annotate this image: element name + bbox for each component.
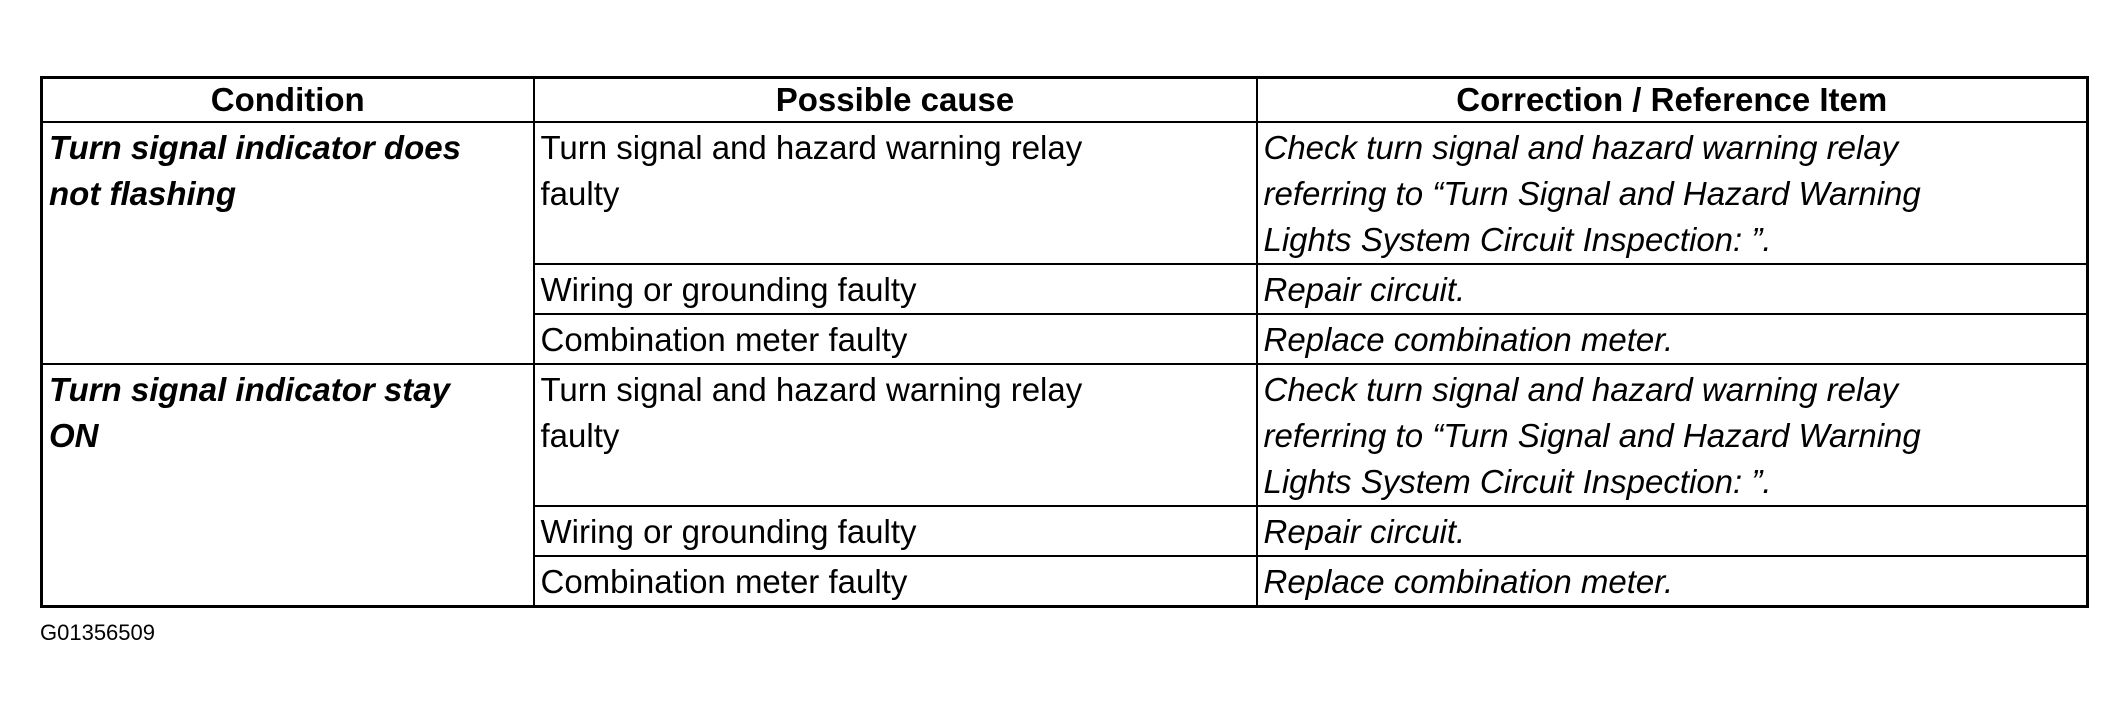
header-possible-cause: Possible cause <box>534 78 1257 123</box>
cause-cell: Turn signal and hazard warning relay faulty <box>534 122 1257 264</box>
correction-cell: Repair circuit. <box>1257 264 2088 314</box>
cause-cell: Wiring or grounding faulty <box>534 264 1257 314</box>
figure-id: G01356509 <box>40 620 155 645</box>
table-row <box>42 122 2088 264</box>
condition-cell: Turn signal indicator does not flashing <box>42 122 534 364</box>
diagnosis-table <box>40 76 2089 608</box>
cause-cell: Turn signal and hazard warning relay faulty <box>534 364 1257 506</box>
header-condition: Condition <box>42 78 534 123</box>
correction-cell: Replace combination meter. <box>1257 556 2088 607</box>
cause-cell: Combination meter faulty <box>534 314 1257 364</box>
correction-cell: Check turn signal and hazard warning relay referring to “Turn Signal and Hazard Warning Lights System Circuit Inspection: ”. <box>1257 364 2088 506</box>
correction-cell: Replace combination meter. <box>1257 314 2088 364</box>
cause-cell: Combination meter faulty <box>534 556 1257 607</box>
correction-cell: Check turn signal and hazard warning relay referring to “Turn Signal and Hazard Warning Lights System Circuit Inspection: ”. <box>1257 122 2088 264</box>
cause-cell: Wiring or grounding faulty <box>534 506 1257 556</box>
header-row <box>42 78 2088 123</box>
condition-cell: Turn signal indicator stay ON <box>42 364 534 607</box>
correction-cell: Repair circuit. <box>1257 506 2088 556</box>
table-row <box>42 364 2088 506</box>
header-correction: Correction / Reference Item <box>1257 78 2088 123</box>
